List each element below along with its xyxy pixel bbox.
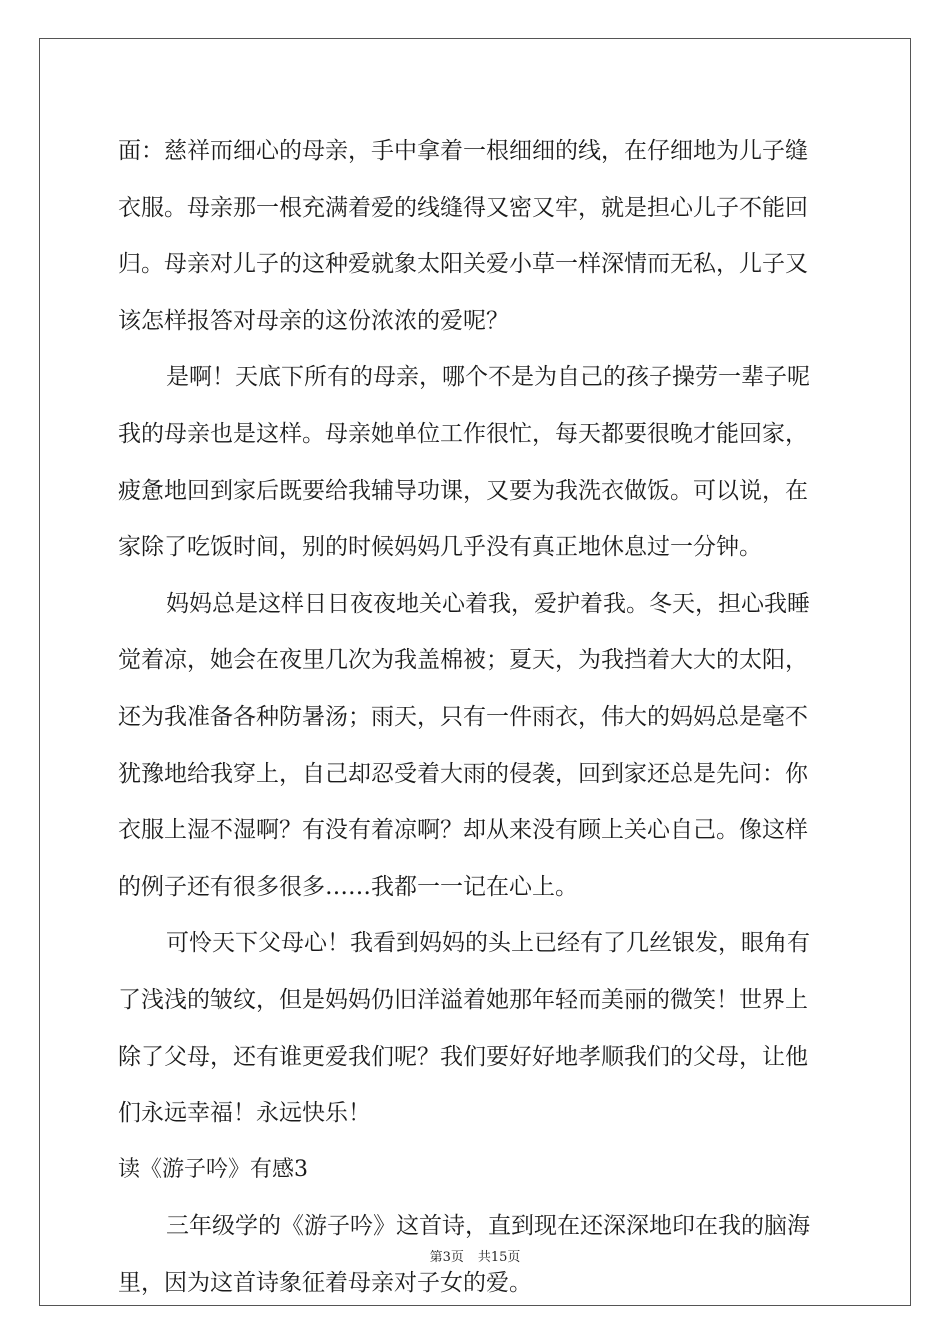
- text-line: 可怜天下父母心！我看到妈妈的头上已经有了几丝银发，眼角有: [166, 930, 810, 957]
- page-number-total: 共15页: [477, 1250, 521, 1265]
- text-line: 家除了吃饭时间，别的时候妈妈几乎没有真正地休息过一分钟。: [118, 534, 762, 561]
- text-line: 衣服上湿不湿啊？有没有着凉啊？却从来没有顾上关心自己。像这样: [118, 817, 808, 844]
- text-line: 犹豫地给我穿上，自己却忍受着大雨的侵袭，回到家还总是先问：你: [118, 760, 808, 787]
- text-line: 还为我准备各种防暑汤；雨天，只有一件雨衣，伟大的妈妈总是毫不: [118, 703, 808, 730]
- text-line: 的例子还有很多很多……我都一一记在心上。: [118, 873, 578, 900]
- section-heading: 读《游子吟》有感3: [118, 1156, 308, 1182]
- page-footer: [0, 1246, 950, 1265]
- document-body: [118, 123, 832, 1311]
- text-line: 归。母亲对儿子的这种爱就象太阳关爱小草一样深情而无私，儿子又: [118, 251, 808, 278]
- text-line: 觉着凉，她会在夜里几次为我盖棉被；夏天，为我挡着大大的太阳，: [118, 647, 808, 674]
- text-line: 疲惫地回到家后既要给我辅导功课，又要为我洗衣做饭。可以说，在: [118, 477, 808, 504]
- text-line: 里，因为这首诗象征着母亲对子女的爱。: [118, 1269, 532, 1296]
- text-line: 衣服。母亲那一根充满着爱的线缝得又密又牢，就是担心儿子不能回: [118, 194, 808, 221]
- text-line: 妈妈总是这样日日夜夜地关心着我，爱护着我。冬天，担心我睡: [166, 590, 810, 617]
- text-line: 除了父母，还有谁更爱我们呢？我们要好好地孝顺我们的父母，让他: [118, 1043, 808, 1070]
- text-line: 该怎样报答对母亲的这份浓浓的爱呢？: [118, 307, 509, 334]
- text-line: 三年级学的《游子吟》这首诗，直到现在还深深地印在我的脑海: [166, 1213, 810, 1240]
- text-line: 了浅浅的皱纹，但是妈妈仍旧洋溢着她那年轻而美丽的微笑！世界上: [118, 986, 808, 1013]
- text-line: 们永远幸福！永远快乐！: [118, 1100, 371, 1127]
- text-line: 面：慈祥而细心的母亲，手中拿着一根细细的线，在仔细地为儿子缝: [118, 138, 808, 164]
- essay-paragraphs: [118, 123, 832, 1142]
- page-number-current: 第3页: [429, 1250, 464, 1265]
- text-line: 我的母亲也是这样。母亲她单位工作很忙，每天都要很晚才能回家，: [118, 420, 808, 447]
- text-line: 是啊！天底下所有的母亲，哪个不是为自己的孩子操劳一辈子呢: [166, 364, 810, 391]
